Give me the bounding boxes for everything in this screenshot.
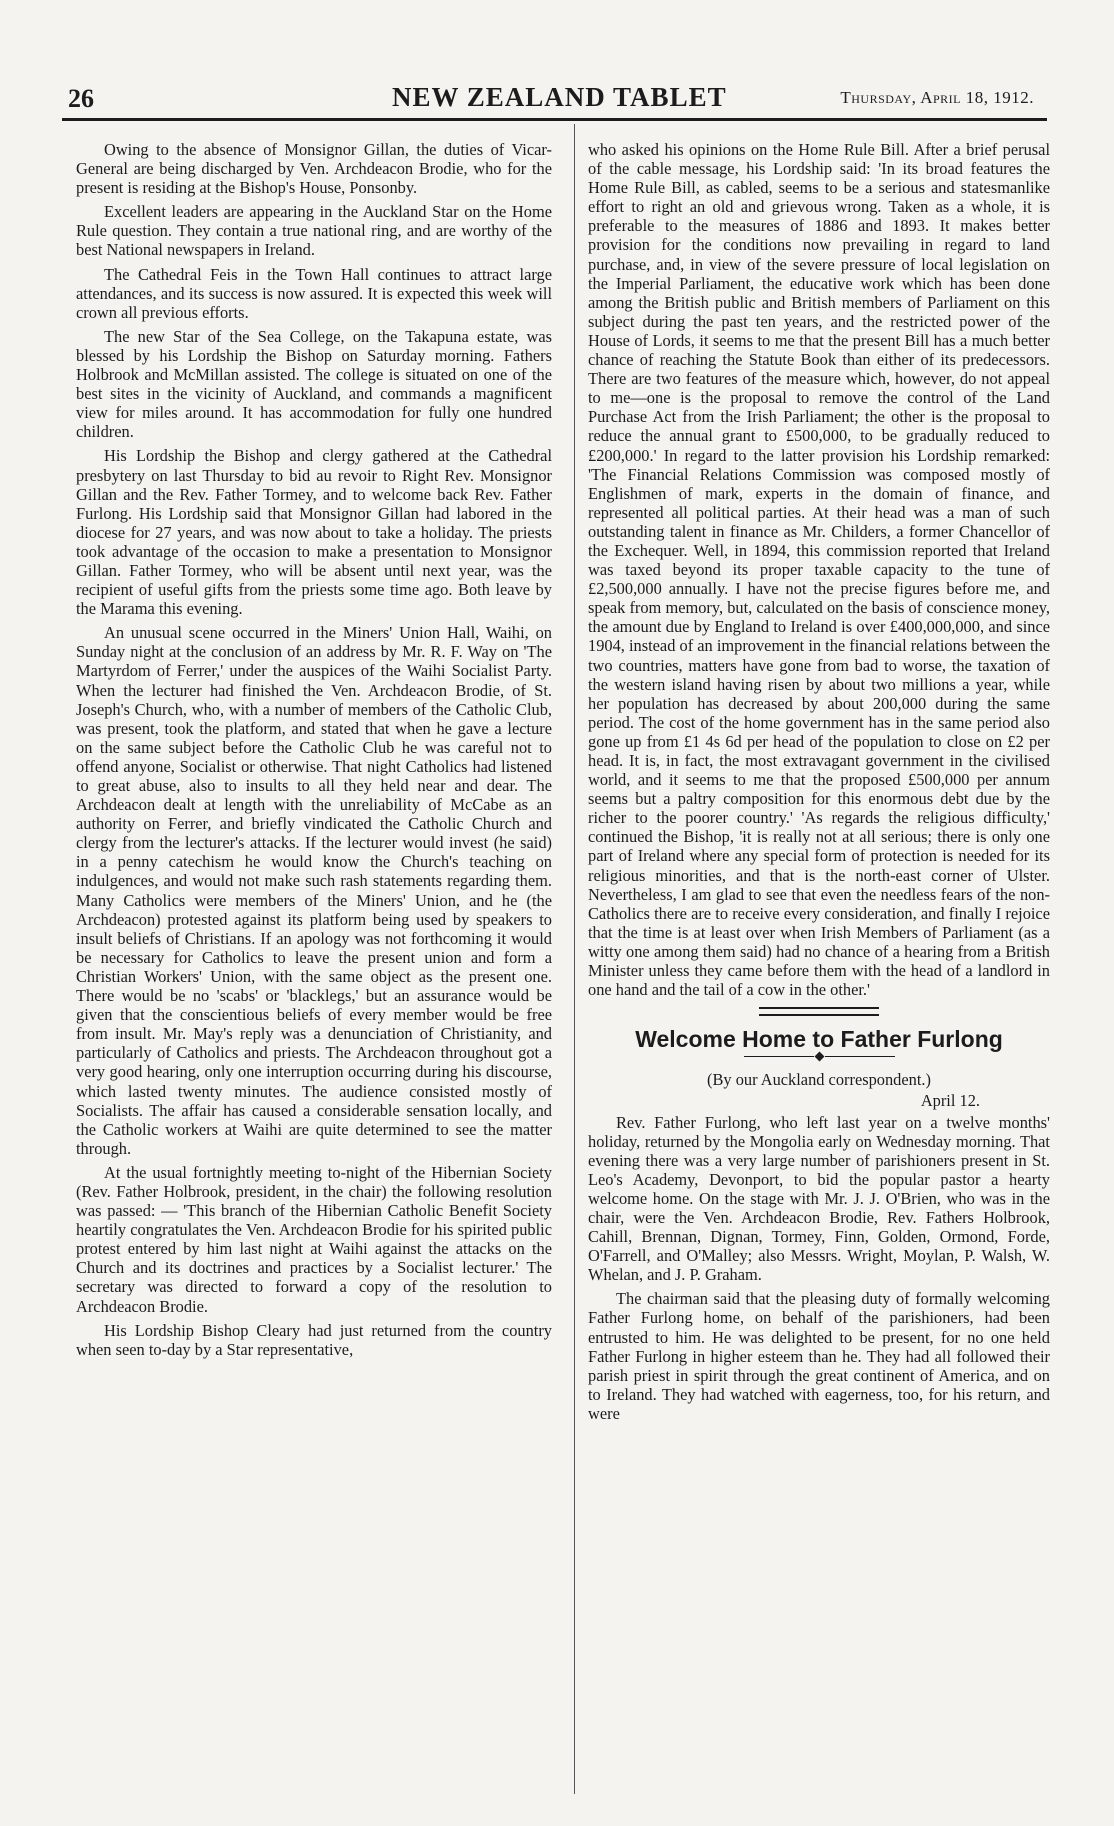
masthead: NEW ZEALAND TABLET xyxy=(392,82,727,112)
page-number: 26 xyxy=(68,84,94,113)
header-rule xyxy=(62,118,1047,121)
title-ornament xyxy=(588,1053,1050,1060)
article-title: Welcome Home to Father Furlong xyxy=(635,1026,1003,1053)
article-paragraph: Rev. Father Furlong, who left last year on a twelve months' holiday, returned by the Mongolia early on Wednesday morning. That evening there was a very large number of parishioners present in St. Leo's Academy, Devonport, to bid the popular pastor a hearty welcome home. On the stage with Mr. J. J. O'Brien, who was in the chair, were the Ven. Archdeacon Brodie, Rev. Fathers Holbrook, Cahill, Brennan, Dignan, Tormey, Finn, Golden, Ormond, Forde, O'Farrell, and O'Malley; also Messrs. Wright, Moylan, P. Walsh, W. Whelan, and J. P. Graham. xyxy=(588,1112,1050,1285)
news-paragraph: An unusual scene occurred in the Miners' Union Hall, Waihi, on Sunday night at the conclusion of an address by Mr. R. F. Way on 'The Martyrdom of Ferrer,' under the auspices of the Waihi Socialist Party. When the lecturer had finished the Ven. Archdeacon Brodie, of St. Joseph's Church, who, with a number of members of the Catholic Club, was present, took the platform, and stated that when he gave a lecture on the same subject before the Catholic Club he was careful not to offend anyone, Socialist or otherwise. That night Catholics had listened to great abuse, also to insults to all they held near and dear. The Archdeacon dealt at length with the unreliability of McCabe as an authority on Ferrer, and briefly vindicated the Catholic Church and clergy from the lecturer's attacks. If the lecturer would invest (he said) in a penny catechism he would know the Church's teaching on indulgences, and would not make such rash statements regarding them. Many Catholics were members of the Miners' Union, and he (the Archdeacon) protested against its platform being used by speakers to insult beliefs of Christians. If an apology was not forthcoming it would be necessary for Catholics to leave the present union and form a Christian Workers' Union, with the same object as the present one. There would be no 'scabs' or 'blacklegs,' but an assurance would be given that the conscientious beliefs of every member would be free from insult. Mr. May's reply was a denunciation of Christianity, and particularly of Catholics and priests. The Archdeacon throughout got a very good hearing, only one interruption occurring during his discourse, which lasted twenty minutes. The audience consisted mostly of Socialists. The affair has caused a considerable sensation locally, and the Catholic workers at Waihi are quite determined to see the matter through. xyxy=(76,623,552,1158)
news-paragraph: The new Star of the Sea College, on the Takapuna estate, was blessed by his Lordship the Bishop on Saturday morning. Fathers Holbrook and McMillan assisted. The college is situated on one of the best sites in the vicinity of Auckland, and commands a magnificent view for miles around. It has accommodation for fully one hundred children. xyxy=(76,326,552,442)
article-paragraph: The chairman said that the pleasing duty of formally welcoming Father Furlong home, on behalf of the parishioners, had been entrusted to him. He was delighted to be present, for no one held Father Furlong in higher esteem than he. They had all followed their parish priest in spirit through the great continent of America, and on to Ireland. They had watched with eagerness, too, for his return, and were xyxy=(588,1289,1050,1423)
news-paragraph: His Lordship Bishop Cleary had just returned from the country when seen to-day by a Star representative, xyxy=(76,1320,552,1359)
news-paragraph: The Cathedral Feis in the Town Hall continues to attract large attendances, and its success is now assured. It is expected this week will crown all previous efforts. xyxy=(76,264,552,322)
page-header xyxy=(62,78,1052,122)
article-byline: (By our Auckland correspondent.) xyxy=(707,1070,931,1090)
news-paragraph: His Lordship the Bishop and clergy gathered at the Cathedral presbytery on last Thursday to bid au revoir to Right Rev. Monsignor Gillan and the Rev. Father Tormey, and to welcome back Rev. Father Furlong. His Lordship said that Monsignor Gillan had labored in the diocese for 27 years, and was now about to take a holiday. The priests took advantage of the occasion to make a presentation to Monsignor Gillan. Father Tormey, who will be absent until next year, was the recipient of useful gifts from the priests some time ago. Both leave by the Marama this evening. xyxy=(76,446,552,619)
news-paragraph: Excellent leaders are appearing in the Auckland Star on the Home Rule question. They contain a true national ring, and are worthy of the best National newspapers in Ireland. xyxy=(76,202,552,260)
news-paragraph: Owing to the absence of Monsignor Gillan, the duties of Vicar-General are being discharged by Ven. Archdeacon Brodie, who for the present is residing at the Bishop's House, Ponsonby. xyxy=(76,140,552,198)
continued-paragraph: who asked his opinions on the Home Rule Bill. After a brief perusal of the cable message, his Lordship said: 'In its broad features the Home Rule Bill, as cabled, seems to be a serious and statesmanlike effort to right an old and grievous wrong. Taken as a whole, it is preferable to the measures of 1886 and 1893. It makes better provision for the conditions now prevailing in regard to land purchase, and, in view of the severe pressure of local legislation on the Imperial Parliament, the educative work which has been done among the British public and British members of Parliament on this subject during the past ten years, and the restricted power of the House of Lords, it seems to me that the present Bill has a much better chance of reaching the Statute Book than either of its predecessors. There are two features of the measure which, however, do not appeal to me—one is the proposal to remove the control of the Land Purchase Act from the Irish Parliament; the other is the proposal to reduce the annual grant to £500,000, to be gradually reduced to £200,000.' In regard to the latter provision his Lordship remarked: 'The Financial Relations Commission was composed mostly of Englishmen of mark, experts in the domain of finance, and represented all political parties. At their head was a man of such outstanding talent in finance as Mr. Childers, a former Chancellor of the Exchequer. Well, in 1894, this commission reported that Ireland was taxed beyond its proper taxable capacity to the tune of £2,500,000 annually. I have not the precise figures before me, and speak from memory, but, calculated on the basis of conscience money, the amount due by England to Ireland is over £400,000,000, and since 1904, instead of an improvement in the financial relations between the two countries, matters have gone from bad to worse, the taxation of the western island having risen by about two millions a year, while her population has decreased by about 200,000 during the same period. The cost of the home government has in the same period also gone up from £1 4s 6d per head of the population to close on £2 per head. It is, in fact, the most extravagant government in the civilised world, and it seems to me that the proposed £500,000 per annum seems but a paltry composition for this enormous debt due by the richer to the poorer country.' 'As regards the religious difficulty,' continued the Bishop, 'it is really not at all serious; there is only one part of Ireland where any special form of protection is needed for its religious minorities, and that is the north-east corner of Ulster. Nevertheless, I am glad to see that even the needless fears of the non-Catholics there are to receive every consideration, and finally I rejoice that the time is at least over when Irish Members of Parliament (as a witty one among them said) had no chance of a hearing from a British Minister unless they came before them with the head of a landlord in one hand and the tail of a cow in the other.' xyxy=(588,140,1050,1000)
section-separator xyxy=(759,1007,879,1016)
issue-date: Thursday, April 18, 1912. xyxy=(840,88,1034,107)
right-column xyxy=(588,140,1050,1428)
article-date: April 12. xyxy=(920,1091,980,1111)
news-paragraph: At the usual fortnightly meeting to-night of the Hibernian Society (Rev. Father Holbrook, president, in the chair) the following resolution was passed: — 'This branch of the Hibernian Catholic Benefit Society heartily congratulates the Ven. Archdeacon Brodie for his spirited public protest entered by him last night at Waihi against the attacks on the Church and its doctrines and practices by a Socialist lecturer.' The secretary was directed to forward a copy of the resolution to Archdeacon Brodie. xyxy=(76,1162,552,1316)
column-divider xyxy=(574,124,575,1794)
left-column xyxy=(76,140,552,1364)
